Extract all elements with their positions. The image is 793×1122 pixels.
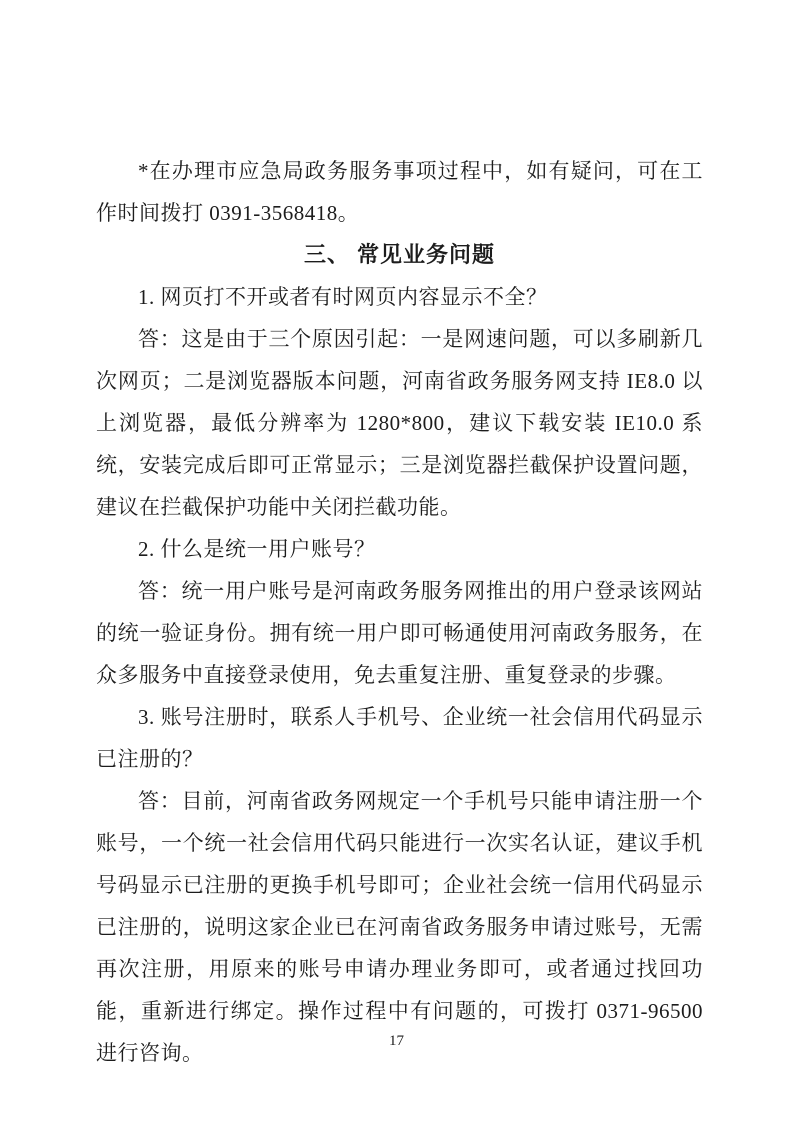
answer-3: 答：目前，河南省政务网规定一个手机号只能申请注册一个账号，一个统一社会信用代码只能进行一次实名认证，建议手机号码显示已注册的更换手机号即可；企业社会统一信用代码显示已注册的，说明这家企业已在河南省政务服务申请过账号，无需再次注册，用原来的账号申请办理业务即可，或者通过找回功能，重新进行绑定。操作过程中有问题的，可拨打 0371-96500 进行咨询。 [96, 789, 703, 1065]
answer-1: 答：这是由于三个原因引起：一是网速问题，可以多刷新几次网页；二是浏览器版本问题，河南省政务服务网支持 IE8.0 以上浏览器，最低分辨率为 1280*800，建议下载安装 IE10.0 系统，安装完成后即可正常显示；三是浏览器拦截保护设置问题，建议在拦截保护功能中关闭拦截功能。 [96, 327, 703, 519]
intro-paragraph: *在办理市应急局政务服务事项过程中，如有疑问，可在工作时间拨打 0391-3568418。 [96, 159, 703, 225]
section-heading: 三、 常见业务问题 [303, 242, 496, 267]
answer-2: 答：统一用户账号是河南政务服务网推出的用户登录该网站的统一验证身份。拥有统一用户即可畅通使用河南政务服务，在众多服务中直接登录使用，免去重复注册、重复登录的步骤。 [96, 579, 703, 687]
page-number: 17 [389, 1033, 404, 1049]
document-body [96, 150, 703, 1074]
question-3: 3. 账号注册时，联系人手机号、企业统一社会信用代码显示已注册的？ [96, 705, 703, 771]
question-1: 1. 网页打不开或者有时网页内容显示不全？ [138, 285, 548, 309]
question-2: 2. 什么是统一用户账号？ [138, 537, 376, 561]
